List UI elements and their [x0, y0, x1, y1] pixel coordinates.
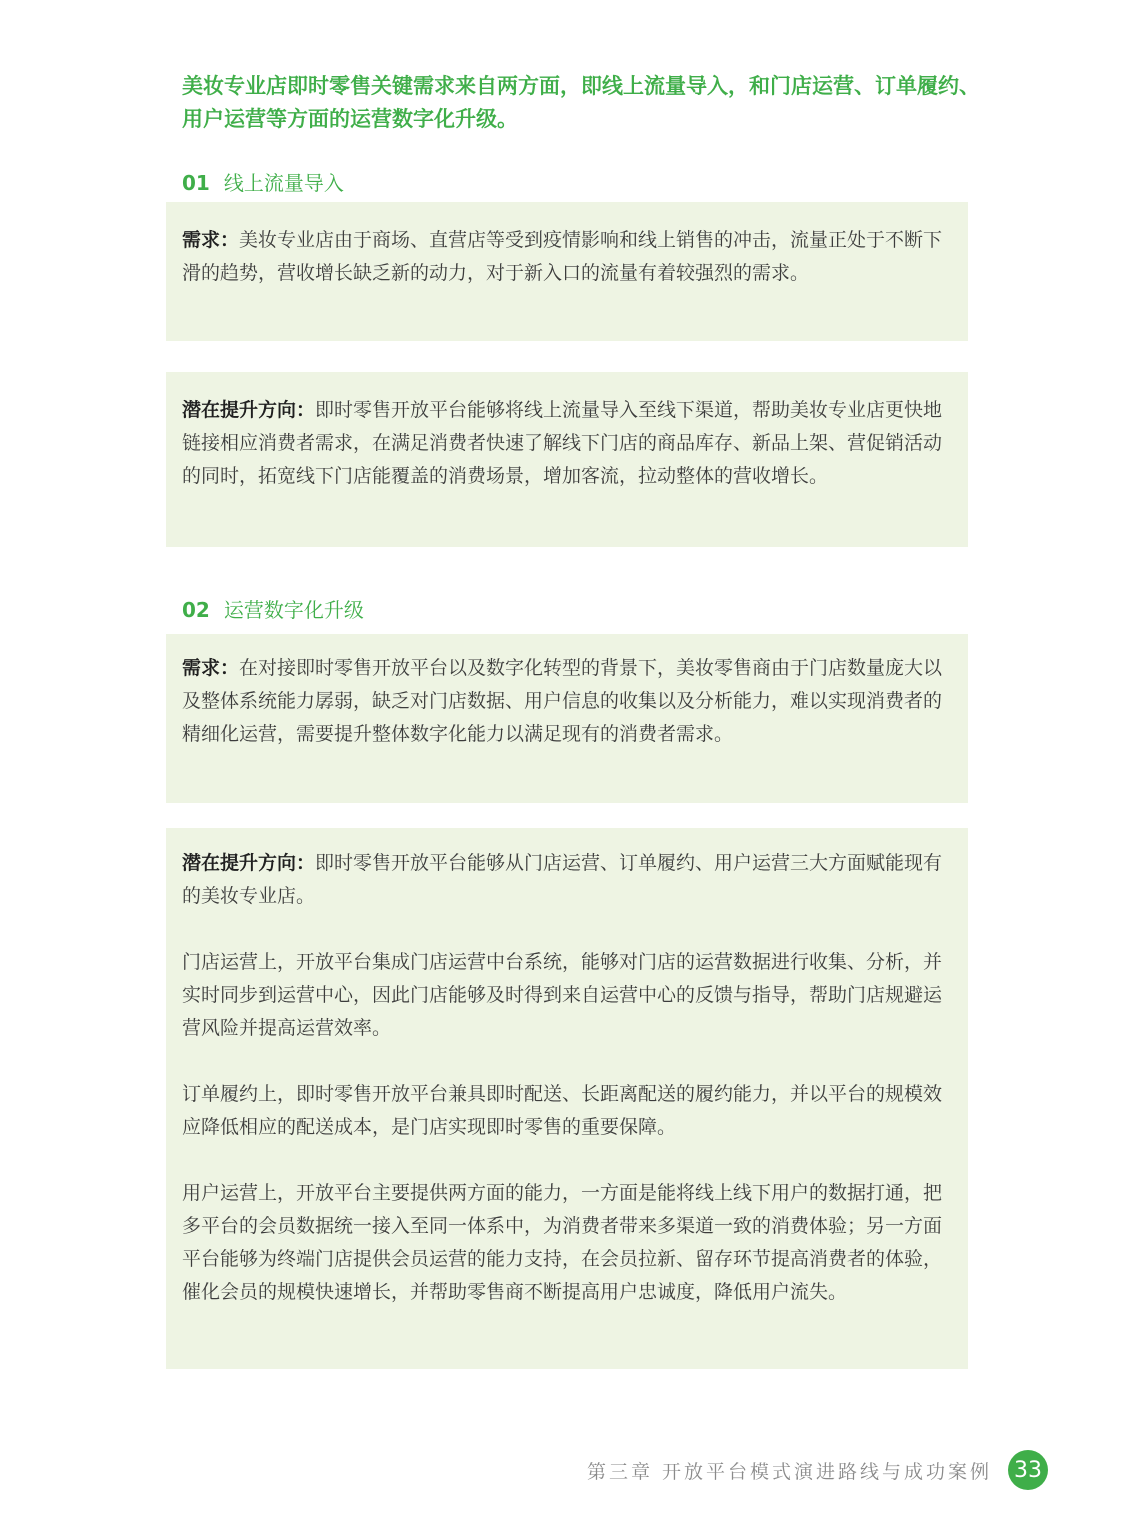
section-02-heading — [182, 596, 364, 624]
demand-box — [166, 202, 968, 341]
potential-label: 潜在提升方向： — [182, 852, 316, 874]
demand-paragraph — [182, 224, 950, 290]
section-title: 线上流量导入 — [223, 171, 344, 195]
potential-box — [166, 372, 968, 547]
potential-text: 即时零售开放平台能够从门店运营、订单履约、用户运营三大方面赋能现有的美妆专业店。 — [182, 852, 943, 907]
section-01-heading — [182, 169, 344, 197]
potential-label: 潜在提升方向： — [182, 399, 316, 421]
page-footer — [587, 1450, 1048, 1490]
demand-label: 需求： — [182, 657, 240, 679]
store-operation-paragraph: 门店运营上，开放平台集成门店运营中台系统，能够对门店的运营数据进行收集、分析，并实时同步到运营中心，因此门店能够及时得到来自运营中心的反馈与指导，帮助门店规避运营风险并提高运营效率。 — [182, 951, 943, 1039]
potential-text: 即时零售开放平台能够将线上流量导入至线下渠道，帮助美妆专业店更快地链接相应消费者需求，在满足消费者快速了解线下门店的商品库存、新品上架、营促销活动的同时，拓宽线下门店能覆盖的消费场景，增加客流，拉动整体的营收增长。 — [182, 399, 943, 487]
page-number-badge: 33 — [1008, 1450, 1048, 1490]
demand-text: 在对接即时零售开放平台以及数字化转型的背景下，美妆零售商由于门店数量庞大以及整体系统能力孱弱，缺乏对门店数据、用户信息的收集以及分析能力，难以实现消费者的精细化运营，需要提升整体数字化能力以满足现有的消费者需求。 — [182, 657, 943, 745]
order-fulfillment-paragraph: 订单履约上，即时零售开放平台兼具即时配送、长距离配送的履约能力，并以平台的规模效应降低相应的配送成本，是门店实现即时零售的重要保障。 — [182, 1083, 943, 1138]
section-number: 01 — [182, 171, 210, 195]
potential-paragraph — [182, 847, 950, 913]
demand-text: 美妆专业店由于商场、直营店等受到疫情影响和线上销售的冲击，流量正处于不断下滑的趋势，营收增长缺乏新的动力，对于新入口的流量有着较强烈的需求。 — [182, 229, 943, 284]
demand-paragraph — [182, 652, 950, 751]
demand-label: 需求： — [182, 229, 240, 251]
demand-box — [166, 634, 968, 803]
section-number: 02 — [182, 598, 210, 622]
chapter-title: 第三章 开放平台模式演进路线与成功案例 — [586, 1460, 992, 1483]
user-operation-paragraph: 用户运营上，开放平台主要提供两方面的能力，一方面是能将线上线下用户的数据打通，把多平台的会员数据统一接入至同一体系中，为消费者带来多渠道一致的消费体验；另一方面平台能够为终端门店提供会员运营的能力支持，在会员拉新、留存环节提高消费者的体验，催化会员的规模快速增长，并帮助零售商不断提高用户忠诚度，降低用户流失。 — [182, 1182, 943, 1303]
section-title: 运营数字化升级 — [223, 598, 364, 622]
intro-heading: 美妆专业店即时零售关键需求来自两方面，即线上流量导入，和门店运营、订单履约、用户运营等方面的运营数字化升级。 — [182, 74, 980, 131]
potential-paragraph — [182, 394, 950, 493]
potential-box — [166, 828, 968, 1369]
